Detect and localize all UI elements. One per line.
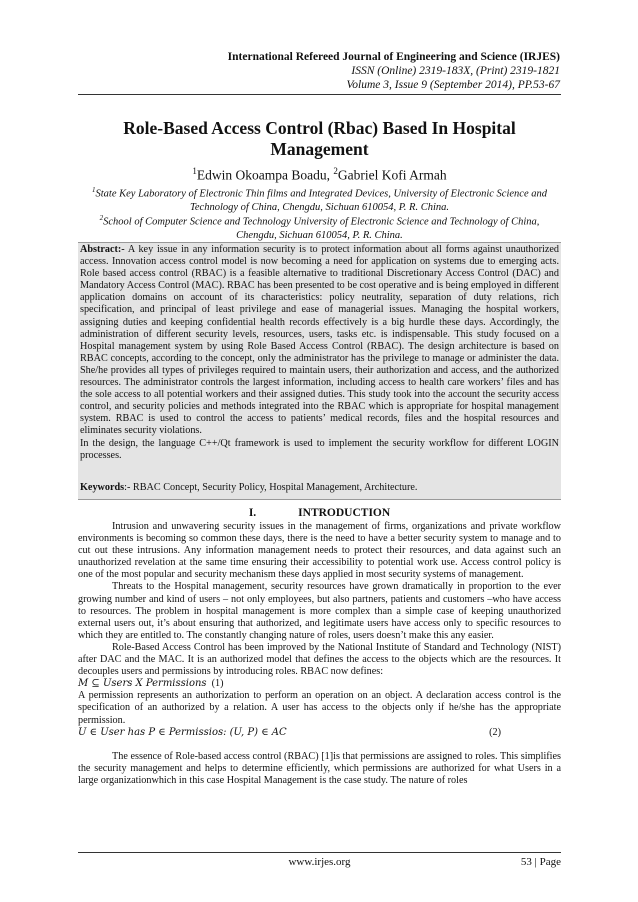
equation-1-expr: M ⊆ Users X Permissions [78,678,207,690]
footer-url[interactable]: www.irjes.org [288,856,351,868]
affiliation-1-mark: 1 [92,186,96,194]
paragraph-3: Role-Based Access Control has been improved by the National Institute of Standard and Technology (NIST) after DAC and the MAC. It is an authorized model that defines the access to the objects which are the resources. It decouples users and permissions by introducing roles. RBAC now defines: [78,641,561,678]
author-2-name: Gabriel Kofi Armah [337,167,447,183]
affiliation-2 [78,212,561,242]
journal-issn: ISSN (Online) 2319-183X, (Print) 2319-1821 [351,65,560,77]
affiliation-1-line-1: State Key Laboratory of Electronic Thin films and Integrated Devices, University of Electronic Science and [95,188,547,200]
header-rule [78,94,561,95]
abstract-label: Abstract:- [80,244,125,255]
equation-2-number: (2) [489,726,501,738]
paragraph-5: The essence of Role-based access control (RBAC) [1]is that permissions are assigned to roles. This simplifies the security management and helps to determine efficiently, which permissions are authorized for what Users in a large organizationwhich in this case Hospital Management is the case study. The nature of roles [78,750,561,786]
affiliation-2-line-2: Chengdu, Sichuan 610054, P. R. China. [236,229,403,241]
title-line-2: Management [270,139,369,159]
footer-page-number: 53 | Page [520,856,561,868]
affiliation-1-line-2: Technology of China, Chengdu, Sichuan 610054, P. R. China. [190,201,449,213]
title-line-1: Role-Based Access Control (Rbac) Based In Hospital [123,118,516,138]
equation-2 [78,727,561,739]
journal-volume: Volume 3, Issue 9 (September 2014), PP.53-67 [346,79,560,91]
affiliation-2-line-1: School of Computer Science and Technology University of Electronic Science and Technology of China, [103,216,540,228]
paragraph-2: Threats to the Hospital management, security resources have grown dramatically in proportion to the ever growing number and kind of users – not only employees, but also partners, patients and customers –who have access to resources. The problem in hospital management is more complex than a simple case of keeping unauthorized external users out, it’s about ensuring that authorized, and legitimate users have access only to specific resources to which they are entitled to. The constantly changing nature of roles, users doesn’t make this any easier. [78,581,561,641]
section-heading [78,507,561,519]
author-1-mark: 1 [192,166,197,176]
affiliation-2-mark: 2 [99,214,104,222]
footer-rule [78,852,561,853]
section-title: INTRODUCTION [298,507,391,519]
paragraph-1: Intrusion and unwavering security issues in the management of firms, organizations and private workflow environments is becoming so common these days, there is the need to have a better security system to manage and to cut out these intrusions. Any information management needs to protect their resources, and data against such an unauthorized revelation at the same time ensuring their accessibility to potential work use. Access control policy is one of the most popular and security mechanism these days applied in most security systems of management. [78,521,561,581]
equation-2-expr: U ∈ User has P ∈ Permissios: (U, P) ∈ AC [78,726,287,738]
body-text [78,521,561,787]
abstract-text-2: In the design, the language C++/Qt framework is used to implement the security workflow for different LOGIN processes. [80,437,559,461]
abstract-text-1: A key issue in any information security is to protect information about all forms against unauthorized access. Innovation access control model is now becoming a need for application on systems due to emerging acts. Role based access control (RBAC) is a feasible alternative to traditional Discretionary Access Control (DAC) and Mandatory Access Control (MAC). RBAC has been presented to be cost operative and is being employed in different application domains on account of its characteristics: policy neutrality, separation of duty relations, rich specification, and principal of least privilege and ease of managerial issues. Managing the hospital workers, assigning duties and keeping confidential health records effectively is a big hurdle these days. Accordingly, the administration of different security levels, resources, users, tasks etc. is indispensable. This study focused on a Hospital management system by using Role Based Access Control (RBAC). The design architecture is based on RBAC concepts, according to the concept, only the administrator has the privilege to manage or administer the data. She/he provides all types of privileges required to maintain users, their authorization and access, and the authorized resources. The administrator controls the largest information, including access to health care workers’ files and has the sole access to all potential workers and their assigned duties. This study took into the account the security access control, and security policies and methods integrated into the RBAC which is appropriate for hospital management system. RBAC is used to control the access to patients’ medical records, files and the hospital resources and eliminates security violations. [80,244,559,437]
journal-name: International Refereed Journal of Engineering and Science (IRJES) [227,51,560,63]
abstract [80,244,559,462]
affiliation-1 [78,184,561,214]
paper-title [78,118,561,160]
paragraph-4: A permission represents an authorization to perform an operation on an object. A declaration access control is the specification of an authorized by a relation. A user has access to the objects only if he/she has the appropriate permission. [78,690,561,726]
author-list [78,166,561,184]
author-1-name: Edwin Okoampa Boadu, [196,167,334,183]
section-number: I. [248,507,257,519]
keywords-text: :- RBAC Concept, Security Policy, Hospital Management, Architecture. [124,482,418,493]
equation-1-number: (1) [211,678,224,690]
keywords [80,482,559,494]
keywords-label: Keywords [80,482,125,493]
author-2-mark: 2 [333,166,338,176]
equation-1 [78,678,561,690]
